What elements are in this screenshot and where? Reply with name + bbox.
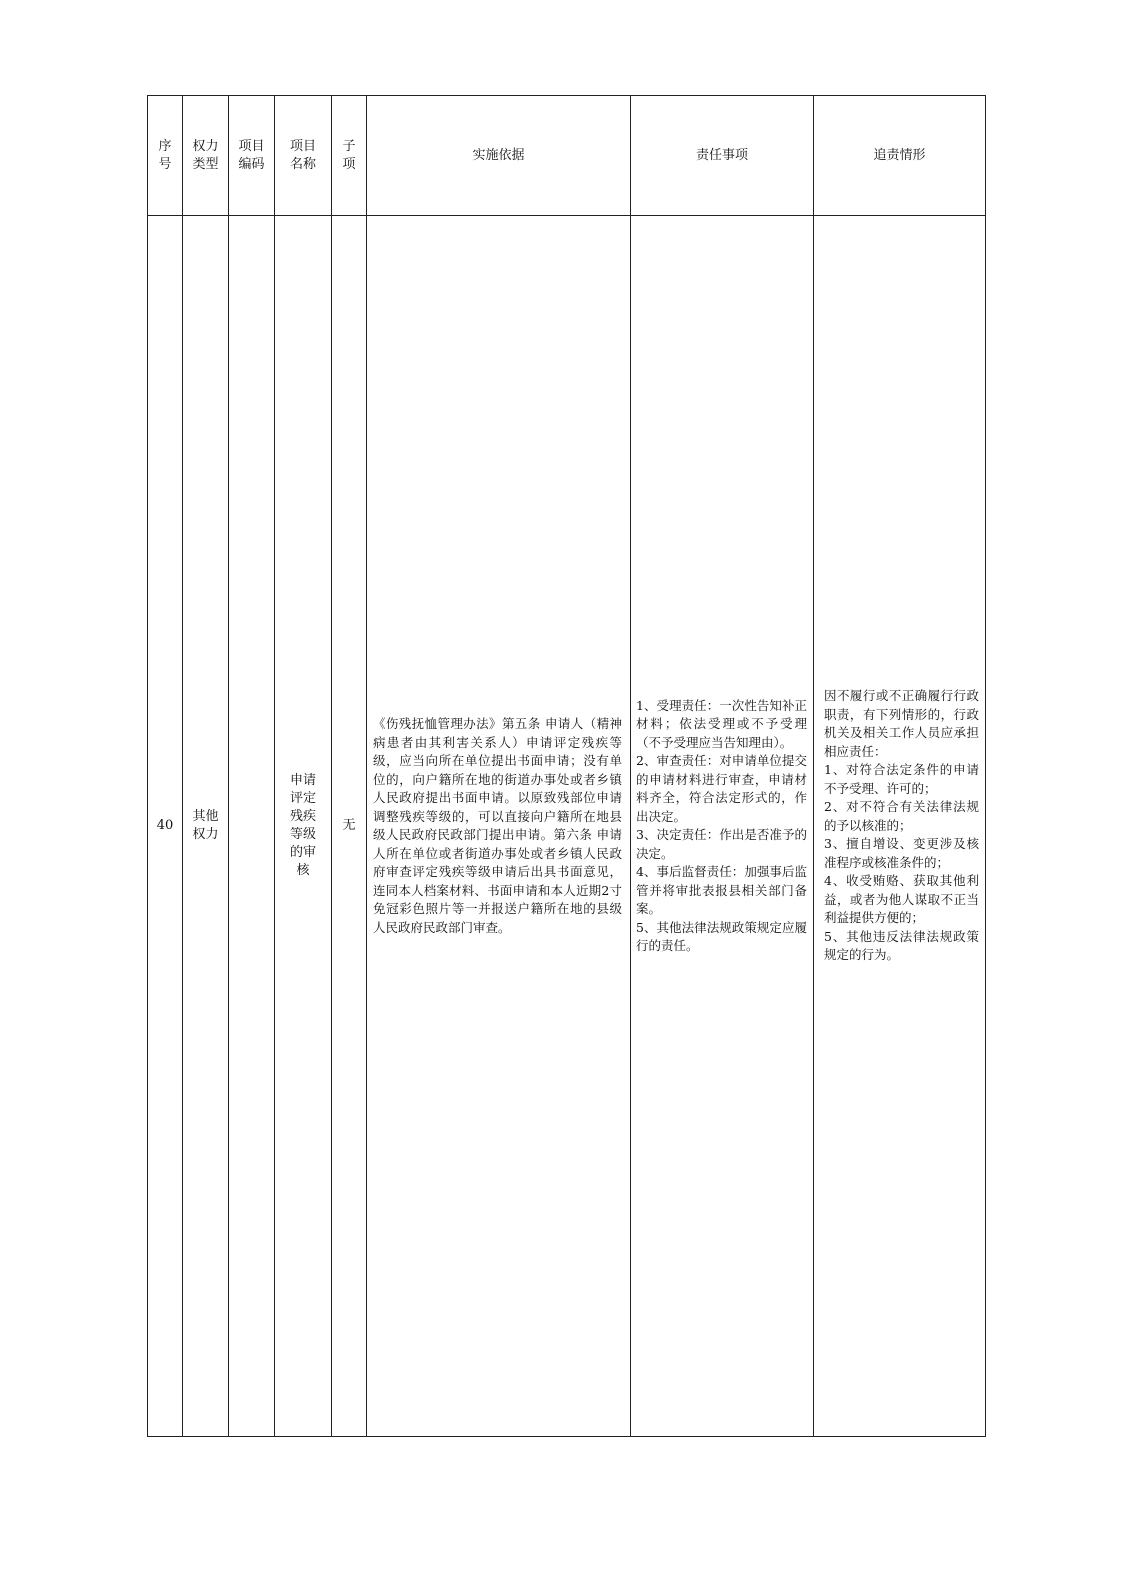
header-item-code: 项目编码 (229, 96, 275, 216)
header-duty: 责任事项 (631, 96, 814, 216)
cell-item-name: 申请评定残疾等级的审核 (275, 216, 332, 1437)
cell-accountability (814, 216, 986, 1437)
header-accountability: 追责情形 (814, 96, 986, 216)
cell-power-type: 其他权力 (183, 216, 229, 1437)
cell-item-code (229, 216, 275, 1437)
header-basis: 实施依据 (367, 96, 631, 216)
power-list-table (147, 95, 986, 1437)
cell-sub-item: 无 (332, 216, 367, 1437)
cell-basis (367, 216, 631, 1437)
header-power-type: 权力类型 (183, 96, 229, 216)
duty-text: 1、受理责任：一次性告知补正材料；依法受理或不予受理（不予受理应当告知理由）。 2、审查责任：对申请单位提交的申请材料进行审查，申请材料齐全，符合法定形式的，作出决定。 3、决定责任：作出是否准予的决定。 4、事后监督责任：加强事后监管并将审批表报县相关部门备案。 5、其他法律法规政策规定应履行的责任。 (636, 697, 807, 953)
cell-seq: 40 (148, 216, 183, 1437)
table-header-row (148, 96, 986, 216)
basis-text: 《伤残抚恤管理办法》第五条 申请人（精神病患者由其利害关系人）申请评定残疾等级，应当向所在单位提出书面申请；没有单位的，向户籍所在地的街道办事处或者乡镇人民政府提出书面申请。以原致残部位申请调整残疾等级的，可以直接向户籍所在地县级人民政府民政部门提出申请。第六条 申请人所在单位或者街道办事处或者乡镇人民政府审查评定残疾等级申请后出具书面意见，连同本人档案材料、书面申请和本人近期2寸免冠彩色照片等一并报送户籍所在地的县级人民政府民政部门审查。 (373, 716, 622, 935)
accountability-text: 因不履行或不正确履行行政职责，有下列情形的，行政机关及相关工作人员应承担相应责任： 1、对符合法定条件的申请不予受理、许可的； 2、对不符合有关法律法规的予以核准的； 3、擅自增设、变更涉及核准程序或核准条件的； 4、收受贿赂、获取其他利益，或者为他人谋取不正当利益提供方便的； 5、其他违反法律法规政策规定的行为。 (824, 688, 979, 963)
header-seq: 序号 (148, 96, 183, 216)
header-item-name: 项目名称 (275, 96, 332, 216)
header-sub-item: 子项 (332, 96, 367, 216)
table-row (148, 216, 986, 1437)
cell-duty (631, 216, 814, 1437)
